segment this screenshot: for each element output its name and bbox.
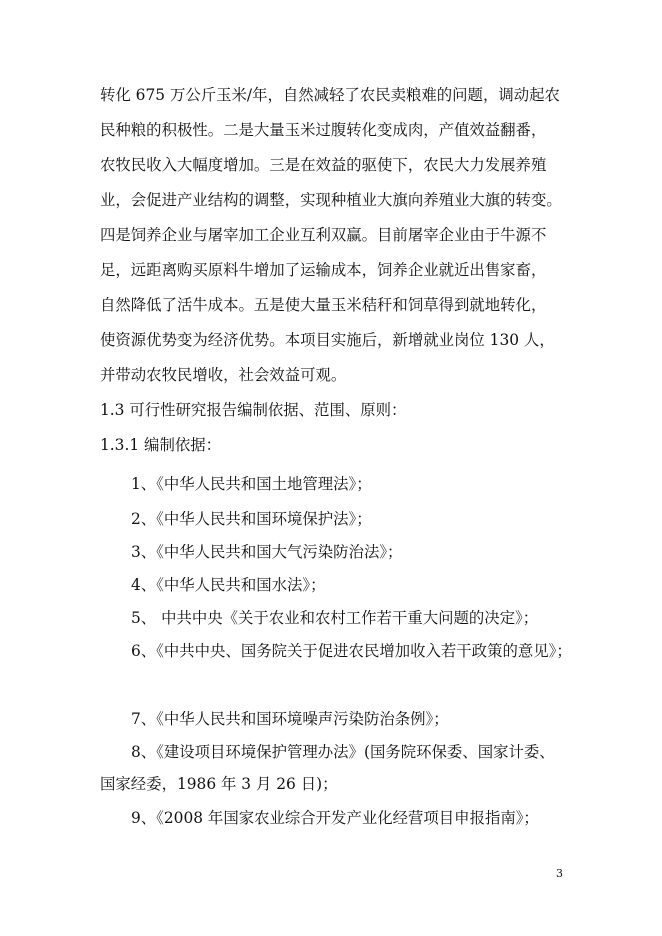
paragraph-line: 自然降低了活牛成本。五是使大量玉米秸秆和饲草得到就地转化， [100,296,547,314]
subsection-heading: 1.3.1 编制依据： [100,436,222,454]
paragraph-line: 使资源优势变为经济优势。本项目实施后，新增就业岗位 130 人， [100,331,555,349]
paragraph-line: 转化 675 万公斤玉米/年，自然减轻了农民卖粮难的问题，调动起农 [100,86,560,104]
paragraph-line: 四是饲养企业与屠宰加工企业互利双赢。目前屠宰企业由于牛源不 [100,226,547,244]
paragraph-line: 足，远距离购买原料牛增加了运输成本，饲养企业就近出售家畜， [100,261,547,279]
basis-list-item-continuation: 国家经委，1986 年 3 月 26 日)； [100,775,338,793]
paragraph-line: 业，会促进产业结构的调整，实现种植业大旗向养殖业大旗的转变。 [100,191,562,209]
basis-list-item: 5、 中共中央《关于农业和农村工作若干重大问题的决定》； [131,609,539,627]
basis-list-item: 1、《中华人民共和国土地管理法》； [131,475,372,493]
paragraph-line: 并带动农牧民增收，社会效益可观。 [100,366,347,384]
paragraph-line: 民种粮的积极性。二是大量玉米过腹转化变成肉，产值效益翻番， [100,121,547,139]
page-number: 3 [556,867,563,880]
basis-list-item: 3、《中华人民共和国大气污染防治法》； [131,543,403,561]
basis-list-item: 2、《中华人民共和国环境保护法》； [131,510,372,528]
paragraph-line: 农牧民收入大幅度增加。三是在效益的驱使下，农民大力发展养殖 [100,156,547,174]
basis-list-item: 7、《中华人民共和国环境噪声污染防治条例》； [131,710,449,728]
basis-list-item: 6、《中共中央、国务院关于促进农民增加收入若干政策的意见》； [131,642,572,660]
basis-list-item: 8、《建设项目环境保护管理办法》(国务院环保委、国家计委、 [131,743,555,761]
basis-list-item: 4、《中华人民共和国水法》； [131,576,326,594]
basis-list-item: 9、《2008 年国家农业综合开发产业化经营项目申报指南》； [131,809,539,827]
section-heading: 1.3 可行性研究报告编制依据、范围、原则： [100,401,407,419]
